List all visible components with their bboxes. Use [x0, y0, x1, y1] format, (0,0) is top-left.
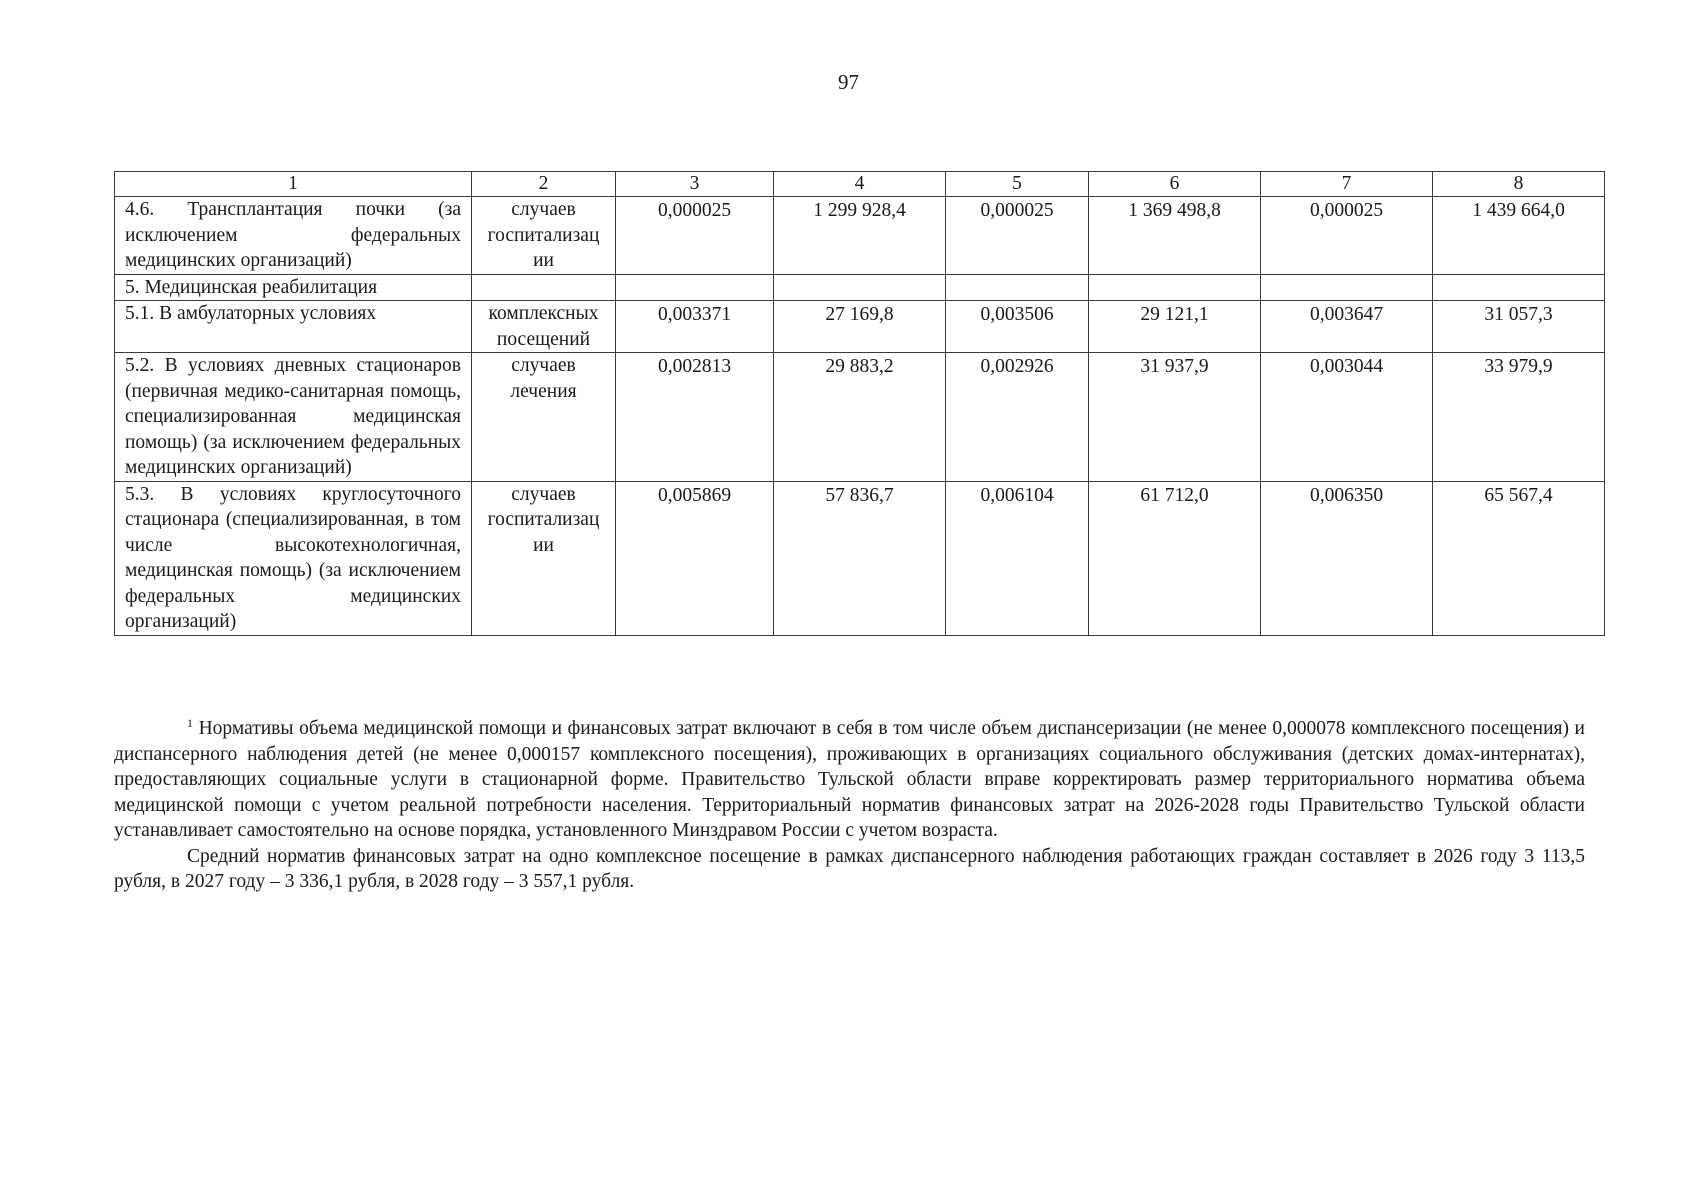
- row-value: 1 369 498,8: [1089, 197, 1261, 275]
- row-value: 1 299 928,4: [774, 197, 946, 275]
- norms-table: [114, 171, 1605, 636]
- row-name: 5.3. В условиях круглосуточного стационара (специализированная, в том числе высокотехнологичная, медицинская помощь) (за исключением федеральных медицинских организаций): [115, 481, 472, 635]
- row-value: 0,003044: [1261, 353, 1433, 482]
- column-number: 5: [946, 172, 1089, 197]
- column-number: 2: [472, 172, 616, 197]
- row-value: 0,006350: [1261, 481, 1433, 635]
- row-value: 65 567,4: [1433, 481, 1605, 635]
- row-value: 0,002926: [946, 353, 1089, 482]
- row-value: 0,000025: [946, 197, 1089, 275]
- column-number: 3: [616, 172, 774, 197]
- row-value: 29 121,1: [1089, 301, 1261, 353]
- row-unit: случаев лечения: [472, 353, 616, 482]
- row-value: [774, 274, 946, 301]
- row-value: 0,000025: [1261, 197, 1433, 275]
- table-row: [115, 353, 1605, 482]
- row-value: 29 883,2: [774, 353, 946, 482]
- row-value: 0,005869: [616, 481, 774, 635]
- row-value: 0,006104: [946, 481, 1089, 635]
- row-value: 1 439 664,0: [1433, 197, 1605, 275]
- table-row: [115, 481, 1605, 635]
- row-value: 33 979,9: [1433, 353, 1605, 482]
- footnote-marker: 1: [187, 716, 193, 730]
- row-value: 0,003647: [1261, 301, 1433, 353]
- row-value: [1089, 274, 1261, 301]
- row-value: 0,003371: [616, 301, 774, 353]
- row-value: 0,000025: [616, 197, 774, 275]
- row-value: [616, 274, 774, 301]
- row-value: [946, 274, 1089, 301]
- column-number-row: [115, 172, 1605, 197]
- column-number: 1: [115, 172, 472, 197]
- row-value: [1261, 274, 1433, 301]
- page-number: 97: [838, 70, 859, 94]
- row-unit: случаев госпитализац ии: [472, 197, 616, 275]
- row-value: 31 937,9: [1089, 353, 1261, 482]
- row-unit: [472, 274, 616, 301]
- footnote-paragraph: [114, 716, 1585, 844]
- column-number: 8: [1433, 172, 1605, 197]
- column-number: 6: [1089, 172, 1261, 197]
- row-value: 31 057,3: [1433, 301, 1605, 353]
- row-unit: комплексных посещений: [472, 301, 616, 353]
- row-name: 4.6. Трансплантация почки (за исключением федеральных медицинских организаций): [115, 197, 472, 275]
- row-value: 0,002813: [616, 353, 774, 482]
- row-value: 0,003506: [946, 301, 1089, 353]
- table-row: [115, 197, 1605, 275]
- column-number: 4: [774, 172, 946, 197]
- row-name: 5.2. В условиях дневных стационаров (первичная медико-санитарная помощь, специализированная медицинская помощь) (за исключением федеральных медицинских организаций): [115, 353, 472, 482]
- row-value: 61 712,0: [1089, 481, 1261, 635]
- footnotes: [114, 716, 1585, 895]
- row-value: 57 836,7: [774, 481, 946, 635]
- table-row: [115, 274, 1605, 301]
- footnote-text: Нормативы объема медицинской помощи и финансовых затрат включают в себя в том числе объем диспансеризации (не менее 0,000078 комплексного посещения) и диспансерного наблюдения детей (не менее 0,000157 комплексного посещения), проживающих в организациях социального обслуживания (детских домах-интернатах), предоставляющих социальные услуги в стационарной форме. Правительство Тульской области вправе корректировать размер территориального норматива объема медицинской помощи с учетом реальной потребности населения. Территориальный норматив финансовых затрат на 2026-2028 годы Правительство Тульской области устанавливает самостоятельно на основе порядка, установленного Минздравом России с учетом возраста.: [114, 718, 1585, 841]
- row-value: 27 169,8: [774, 301, 946, 353]
- footnote-text: Средний норматив финансовых затрат на одно комплексное посещение в рамках диспансерного наблюдения работающих граждан составляет в 2026 году 3 113,5 рубля, в 2027 году – 3 336,1 рубля, в 2028 году – 3 557,1 рубля.: [114, 845, 1585, 892]
- row-value: [1433, 274, 1605, 301]
- row-unit: случаев госпитализац ии: [472, 481, 616, 635]
- row-name: 5.1. В амбулаторных условиях: [115, 301, 472, 353]
- row-name: 5. Медицинская реабилитация: [115, 274, 472, 301]
- footnote-paragraph: [114, 844, 1585, 895]
- column-number: 7: [1261, 172, 1433, 197]
- table-row: [115, 301, 1605, 353]
